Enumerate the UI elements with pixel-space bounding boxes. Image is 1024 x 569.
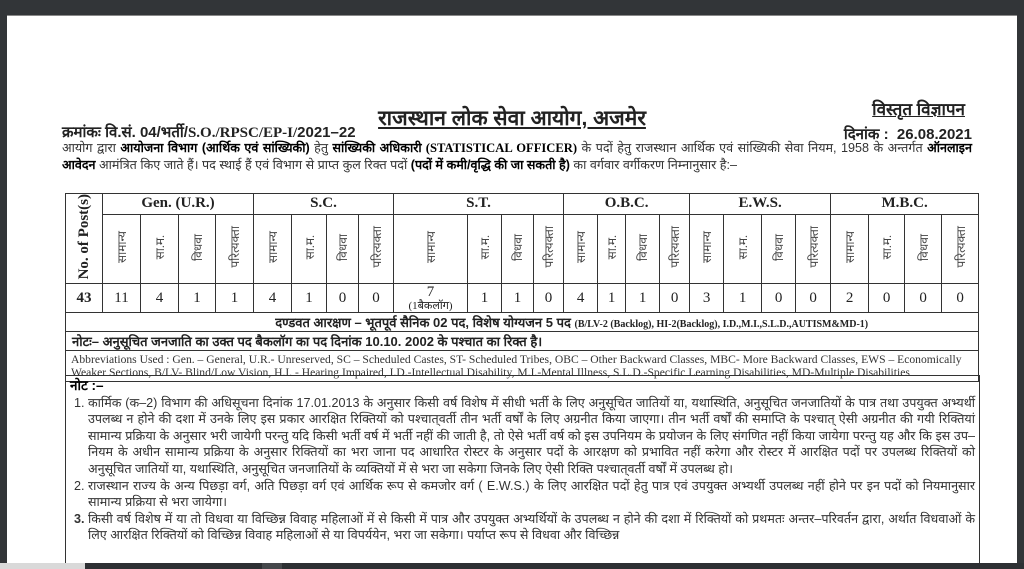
subheader: सामान्य [690, 214, 724, 283]
subheader: विधवा [179, 214, 216, 283]
intro-text: आयोग द्वारा [62, 141, 121, 155]
reference-year: 2021–22 [297, 124, 356, 141]
intro-bold: (पदों में कमी/वृद्धि की जा सकती है) [410, 158, 570, 172]
post-count: 1 [724, 284, 762, 313]
group-header: S.T. [394, 194, 564, 215]
subheader: परित्यक्ता [660, 214, 690, 283]
note-item: 1. कार्मिक (क–2) विभाग की अधिसूचना दिनांक 17.01.2013 के अनुसार किसी वर्ष विशेष में सीधी भर्ती के लिए अनुसूचित जातियों या, यथास्थिति, अनुसूचित जनजातियों के पात्र तथा उपयुक्त अभ्यर्थी उपलब्ध न होने की दशा में उनके लिए इस प्रकार आरक्षित रिक्तियों को पश्चात्‌वर्ती तीन भर्ती वर्षों के लिए अग्रनीत किया जाएगा। तीन भर्ती वर्षों की समाप्ति के पश्चात्‌ ऐसी अग्रनीत की गयी रिक्तियां सामान्य प्रक्रिया के अनुसार भरी जायेगी परन्तु यदि किसी भर्ती वर्ष में भर्ती नहीं की जाती है, तो ऐसे भर्ती वर्ष को इस उपनियम के प्रयोजन के लिए संगणित नहीं किया जायेगा परन्तु यह और कि इस उप–नियम के अधीन सामान्य प्रक्रिया के अनुसार रिक्तियों का भरा जाना पद आधारित रोस्टर के अनुसार पदों के आरक्षण को प्रभावित नहीं करेगा और रोस्टर में आरक्षित पदों पर उपलब्ध रिक्तियों को अनुसूचित जातियों या, यथास्थिति, अनुसूचित जनजातियों के व्यक्तियों में से भरा जा सकेगा जिनके लिए ऐसी रिक्ति पश्चात्‌वर्ती वर्षों में उपलब्ध हो। [88, 395, 975, 478]
group-header: S.C. [254, 194, 394, 215]
subheader: सामान्य [103, 214, 141, 283]
group-header: E.W.S. [690, 194, 831, 215]
note-item: 3. किसी वर्ष विशेष में या तो विधवा या विच्छिन्न विवाह महिलाओं में से किसी में पात्र और उपयुक्त अभ्यर्थियों के उपलब्ध न होने की दशा में रिक्तियों को प्रथमतः अन्तर–परिवर्तन द्वारा, अर्थात विधवाओं के लिए आरक्षित रिक्तियों को विच्छिन्न विवाह महिलाओं से या विपर्ययेन, भरा जा सकेगा। पर्याप्त रूप से विधवा और विच्छिन्न [88, 511, 975, 544]
st-backlog-note: नोटः– अनुसूचित जनजाति का उक्त पद बैकलॉग का पद दिनांक 10.10. 2002 के पश्चात का रिक्त है। [66, 332, 979, 351]
notes-title: नोट :– [70, 378, 104, 393]
post-count: 0 [660, 284, 690, 313]
subheader: सा.म. [598, 214, 626, 283]
post-count: 1 [179, 284, 216, 313]
subheader: परित्यक्ता [359, 214, 394, 283]
intro-bold: (STATISTICAL OFFICER) [421, 141, 578, 155]
post-count: 0 [359, 284, 394, 313]
reference-number [62, 122, 356, 142]
post-count: 3 [690, 284, 724, 313]
document-page [7, 15, 1017, 564]
abbreviations: Abbreviations Used : Gen. – General, U.R.- Unreserved, SC – Scheduled Castes, ST- Scheduled Tribes, OBC – Other Backward Classes, MBC- More Backward Classes, EWS – Economically Weaker Sections, B/LV- Blind/Low Vision, H.I. - Hearing Impaired, I.D.-Intellectual Disability, M.I.-Mental Illness, S.L.D.-Specific Learning Disabilities, MD-Multiple Disabilities [66, 351, 979, 382]
post-count: 0 [796, 284, 831, 313]
subheader: विधवा [905, 214, 942, 283]
date-value: 26.08.2021 [896, 126, 972, 143]
post-count: 4 [254, 284, 292, 313]
toolbar-segment [262, 563, 282, 569]
subheader: सामान्य [254, 214, 292, 283]
intro-text: आमंत्रित किए जाते हैं। पद स्थाई हैं एवं विभाग से प्राप्त कुल रिक्त पदों [95, 158, 411, 172]
intro-bold: ऑनलाइन आवेदन [62, 141, 972, 172]
intro-bold: सांख्यिकी अधिकारी [332, 141, 422, 155]
reference-code: S.O./RPSC/EP-I/ [187, 125, 298, 141]
group-header: M.B.C. [831, 194, 979, 215]
post-count: 1 [292, 284, 327, 313]
intro-text: हेतु [309, 141, 333, 155]
posts-table [65, 193, 979, 382]
post-count: 4 [141, 284, 179, 313]
post-count: 1 [626, 284, 660, 313]
intro-text: का वर्गवार वर्गीकरण निम्नानुसार है:– [569, 158, 737, 172]
subheader: सा.म. [292, 214, 327, 283]
subheader: विधवा [502, 214, 534, 283]
subheader: परित्यक्ता [796, 214, 831, 283]
subheader: विधवा [762, 214, 796, 283]
post-count: 1 [598, 284, 626, 313]
note-item: 2. राजस्थान राज्य के अन्य पिछड़ा वर्ग, अति पिछड़ा वर्ग एवं आर्थिक रूप से कमजोर वर्ग ( E.W.S.) के लिए आरक्षित पदों हेतु पात्र एवं उपयुक्त अभ्यर्थी उपलब्ध नहीं होने पर इन पदों को नियमानुसार सामान्य प्रक्रिया से भरा जायेगा। [88, 478, 975, 511]
subheader: सा.म. [141, 214, 179, 283]
total-posts: 43 [66, 284, 103, 313]
intro-text: के पदों हेतु राजस्थान आर्थिक एवं सांख्यिकी सेवा नियम, 1958 के अन्तर्गत [577, 141, 928, 155]
post-count: 0 [762, 284, 796, 313]
subheader: परित्यक्ता [534, 214, 564, 283]
subheader: सा.म. [724, 214, 762, 283]
post-count: 2 [831, 284, 869, 313]
notes-box [65, 375, 980, 564]
group-header: Gen. (U.R.) [103, 194, 254, 215]
post-count: 4 [564, 284, 598, 313]
organization-title: राजस्थान लोक सेवा आयोग, अजमेर [378, 107, 646, 130]
post-count: 0 [869, 284, 905, 313]
subheader: सा.म. [869, 214, 905, 283]
intro-paragraph [62, 140, 972, 174]
post-count: 7 (1बैकलॉग) [394, 284, 468, 313]
subheader: सामान्य [564, 214, 598, 283]
post-count: 0 [942, 284, 979, 313]
subheader: सामान्य [831, 214, 869, 283]
post-count: 1 [502, 284, 534, 313]
horizontal-reservation: दण्डवत आरक्षण – भूतपूर्व सैनिक 02 पद, विशेष योग्यजन 5 पद (B/LV-2 (Backlog), HI-2(Backlog), I.D.,M.I.,S.L.D.,AUTISM&MD-1) [66, 313, 979, 332]
post-count: 1 [468, 284, 502, 313]
post-count: 0 [534, 284, 564, 313]
post-count: 0 [905, 284, 942, 313]
post-count: 1 [216, 284, 254, 313]
subheader: विधवा [327, 214, 359, 283]
advertisement-label: विस्तृत विज्ञापन [872, 100, 965, 119]
posts-header: No. of Post(s) [66, 194, 103, 284]
toolbar-segment [0, 563, 85, 569]
subheader: परित्यक्ता [216, 214, 254, 283]
subheader: सा.म. [468, 214, 502, 283]
reference-prefix: क्रमांकः वि.सं. 04/भर्ती/ [62, 124, 188, 141]
subheader: विधवा [626, 214, 660, 283]
date-label: दिनांक : [843, 126, 889, 143]
subheader: सामान्य [394, 214, 468, 283]
bottom-toolbar [0, 563, 1024, 569]
post-count: 11 [103, 284, 141, 313]
post-count: 0 [327, 284, 359, 313]
subheader: परित्यक्ता [942, 214, 979, 283]
intro-bold: आयोजना विभाग (आर्थिक एवं सांख्यिकी) [120, 141, 310, 155]
backlog-note: (1बैकलॉग) [408, 300, 453, 313]
group-header: O.B.C. [564, 194, 690, 215]
